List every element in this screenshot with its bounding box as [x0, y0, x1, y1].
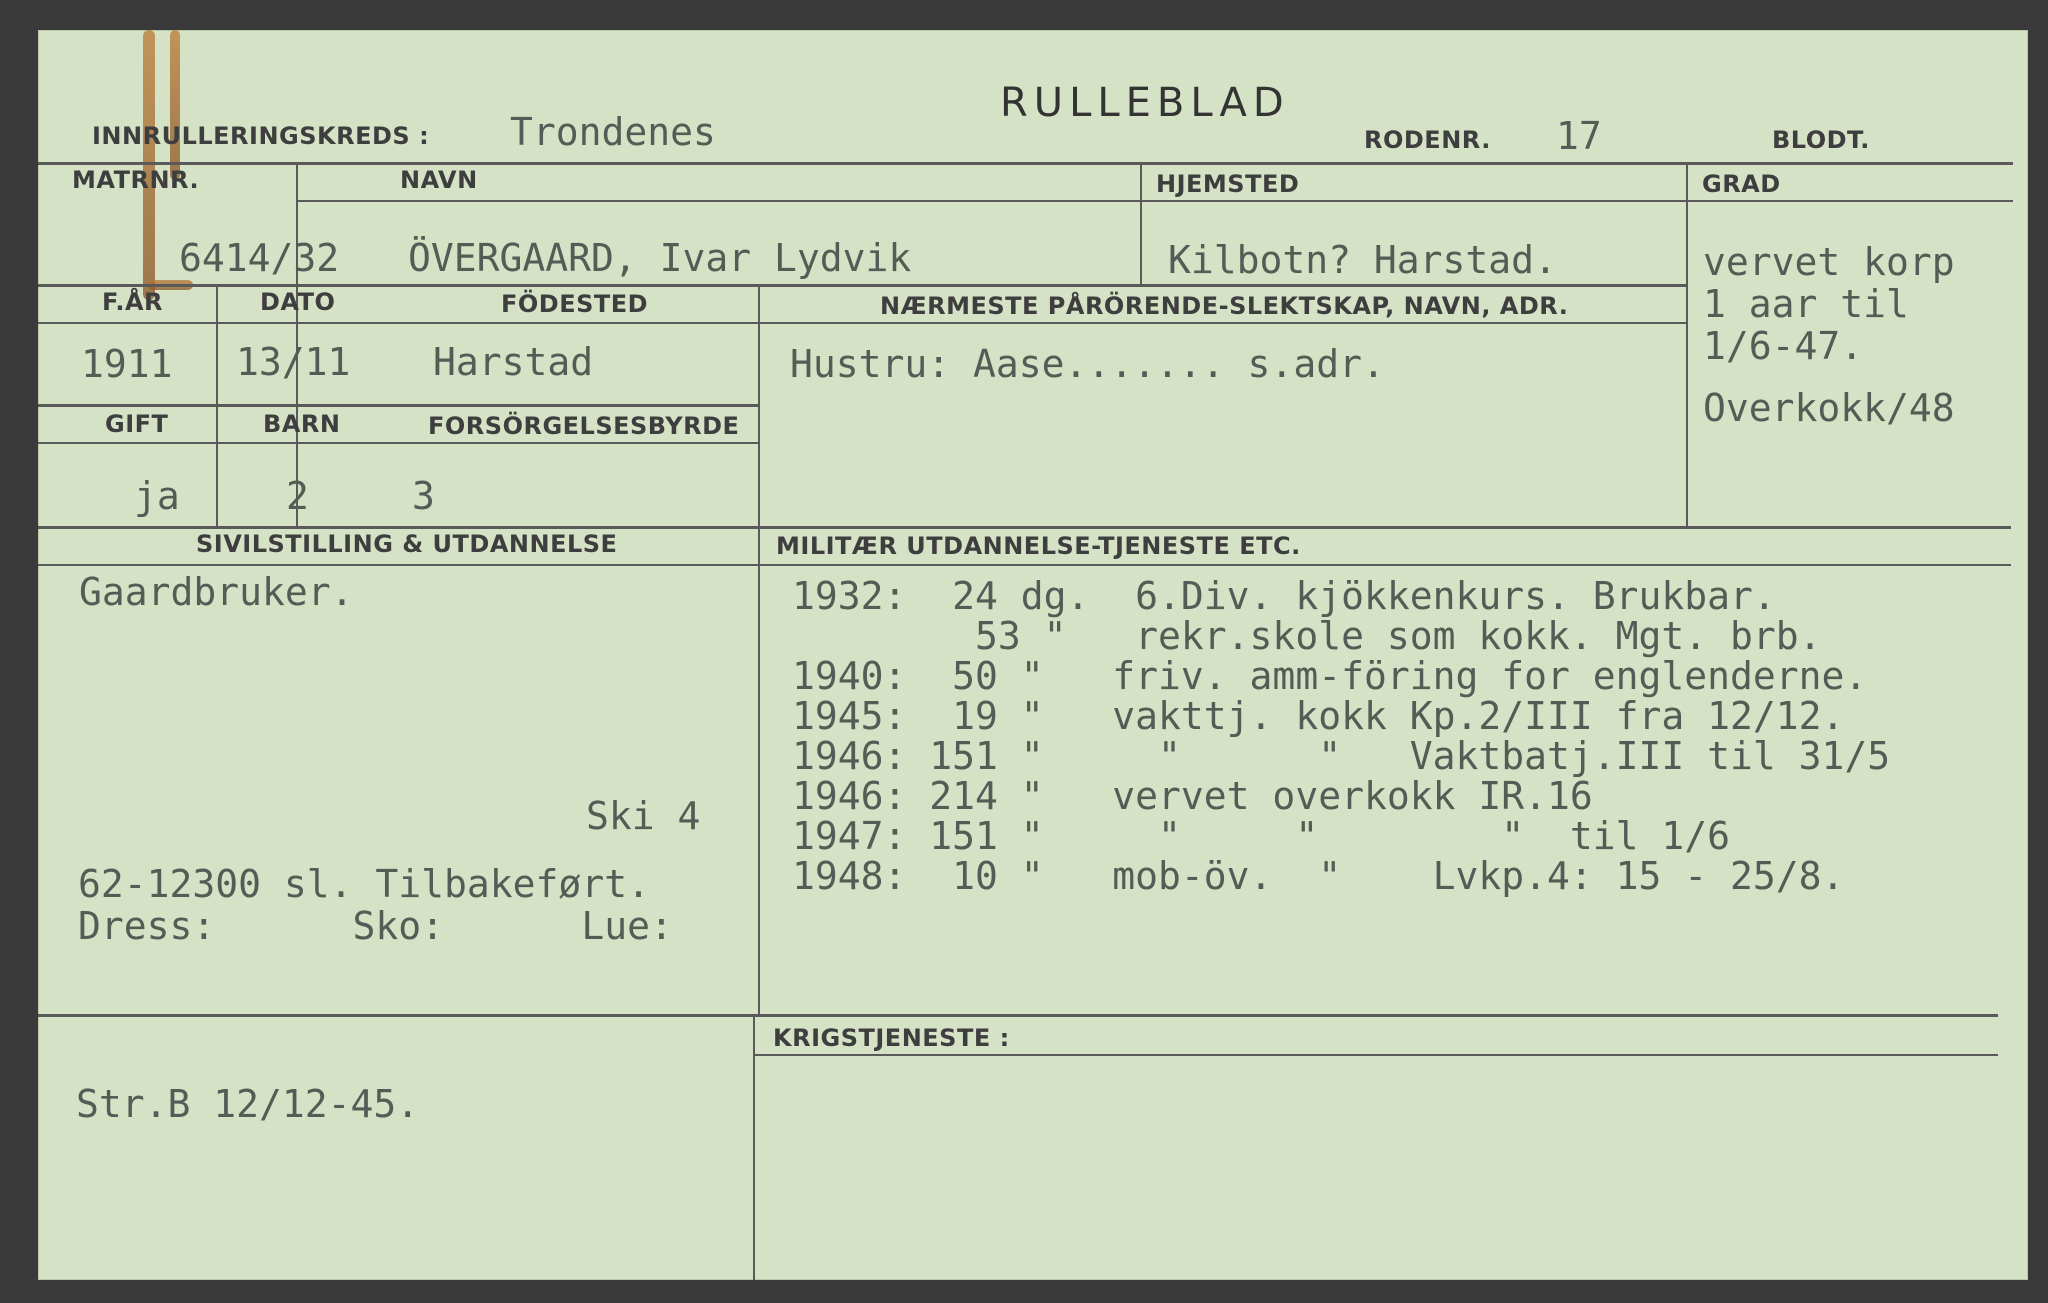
krigstjeneste-label: KRIGSTJENESTE :	[773, 1024, 1010, 1052]
hjemsted-value: Kilbotn? Harstad.	[1168, 238, 1557, 282]
gift-label: GIFT	[105, 410, 169, 438]
forsorgelse-label: FORSÖRGELSESBYRDE	[428, 412, 740, 440]
blodt-label: BLODT.	[1772, 126, 1870, 154]
faar-label: F.ÅR	[102, 288, 164, 316]
form-title: RULLEBLAD	[1000, 80, 1290, 126]
grad-line: 1/6-47.	[1703, 324, 1864, 368]
navn-value: ÖVERGAARD, Ivar Lydvik	[408, 236, 912, 280]
sivilstilling-line: Gaardbruker.	[79, 570, 354, 614]
rule	[1686, 162, 1688, 526]
rule	[38, 284, 1688, 287]
matrnr-value: 6414/32	[179, 236, 340, 280]
fodested-label: FÖDESTED	[501, 290, 649, 318]
rule	[38, 322, 1688, 324]
strb-value: Str.B 12/12-45.	[76, 1082, 420, 1126]
rust-stain	[143, 30, 155, 300]
rule	[1140, 162, 1142, 284]
militaer-line: 1948: 10 " mob-öv. " Lvkp.4: 15 - 25/8.	[792, 854, 1845, 898]
sivilstilling-line: Ski 4	[586, 794, 701, 838]
rule	[758, 284, 760, 1014]
hjemsted-label: HJEMSTED	[1156, 170, 1300, 198]
rodenr-value: 17	[1556, 114, 1602, 158]
fodested-value: Harstad	[433, 340, 594, 384]
rulleblad-card	[38, 30, 2028, 1280]
naermeste-value: Hustru: Aase....... s.adr.	[790, 342, 1385, 386]
innrulleringskreds-value: Trondenes	[510, 110, 716, 154]
sivilstilling-line: Dress: Sko: Lue:	[78, 904, 673, 948]
militaer-line: 1946: 214 " vervet overkokk IR.16	[792, 774, 1593, 818]
militaer-label: MILITÆR UTDANNELSE-TJENESTE ETC.	[776, 532, 1301, 560]
rust-stain	[170, 30, 180, 180]
sivilstilling-label: SIVILSTILLING & UTDANNELSE	[196, 530, 618, 558]
rule	[38, 404, 758, 407]
forsorgelse-value: 3	[412, 474, 435, 518]
militaer-line: 1947: 151 " " " " til 1/6	[792, 814, 1730, 858]
gift-value: ja	[134, 474, 180, 518]
militaer-line: 53 " rekr.skole som kokk. Mgt. brb.	[792, 614, 1822, 658]
militaer-line: 1945: 19 " vakttj. kokk Kp.2/III fra 12/12.	[792, 694, 1845, 738]
grad-line: vervet korp	[1703, 240, 1955, 284]
sivilstilling-line: 62-12300 sl. Tilbakeført.	[78, 862, 650, 906]
naermeste-label: NÆRMESTE PÅRÖRENDE-SLEKTSKAP, NAVN, ADR.	[880, 292, 1569, 320]
grad-label: GRAD	[1702, 170, 1781, 198]
dato-label: DATO	[260, 288, 336, 316]
grad-line: Overkokk/48	[1703, 386, 1955, 430]
rule	[753, 1014, 755, 1280]
rule	[296, 200, 2013, 202]
militaer-line: 1940: 50 " friv. amm-föring for englenderne.	[792, 654, 1868, 698]
rule	[216, 284, 218, 526]
rule	[38, 162, 2013, 165]
rule	[38, 1014, 1998, 1017]
grad-line: 1 aar til	[1703, 282, 1909, 326]
rule	[38, 442, 758, 444]
faar-value: 1911	[81, 342, 173, 386]
rule	[38, 564, 2011, 566]
innrulleringskreds-label: INNRULLERINGSKREDS :	[92, 122, 430, 150]
militaer-line: 1946: 151 " " " Vaktbatj.III til 31/5	[792, 734, 1891, 778]
barn-value: 2	[286, 474, 309, 518]
rodenr-label: RODENR.	[1364, 126, 1491, 154]
dato-value: 13/11	[236, 340, 351, 384]
barn-label: BARN	[263, 410, 341, 438]
matrnr-label: MATRNR.	[72, 166, 200, 194]
rule	[38, 526, 2011, 529]
navn-label: NAVN	[400, 166, 478, 194]
rule	[753, 1054, 1998, 1056]
militaer-line: 1932: 24 dg. 6.Div. kjökkenkurs. Brukbar.	[792, 574, 1776, 618]
